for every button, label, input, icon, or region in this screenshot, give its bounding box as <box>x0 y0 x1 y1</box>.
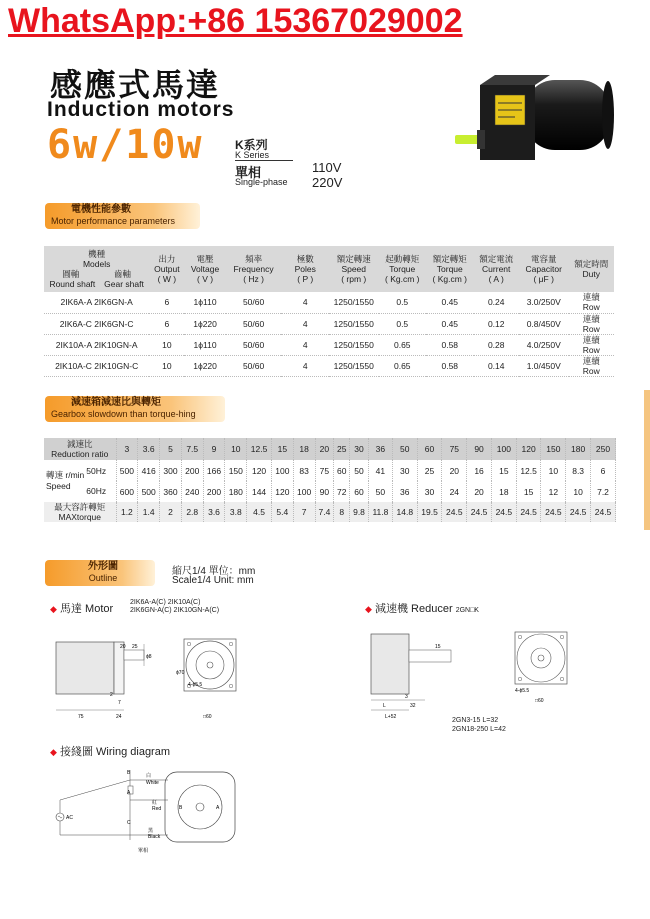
speed-60hz-cell: 500 <box>138 481 160 502</box>
speed-60hz-cell: 10 <box>566 481 591 502</box>
maxtorque-cell: 24.5 <box>591 502 616 522</box>
speed-60hz-cell: 30 <box>417 481 442 502</box>
cell-capacitor: 4.0/250V <box>519 334 569 355</box>
maxtorque-cell: 14.8 <box>392 502 417 522</box>
speed-60hz-cell: 36 <box>392 481 417 502</box>
ratio-cell: 18 <box>293 438 315 460</box>
cell-models: 2IK6A-A 2IK6GN-A <box>44 292 149 313</box>
dim-24: 24 <box>116 714 122 720</box>
motor-terminal-b: B <box>179 805 183 811</box>
section-title-en: Gearbox slowdown than torque-hing <box>51 409 196 419</box>
motor-drawing-label <box>50 600 113 616</box>
reducer-outline-drawing <box>365 620 585 720</box>
speed-50hz-cell: 50 <box>350 460 369 481</box>
ratio-cell: 5 <box>160 438 182 460</box>
speed-50hz-cell: 75 <box>315 460 334 481</box>
speed-60hz-cell: 144 <box>247 481 272 502</box>
maxtorque-cell: 4.5 <box>247 502 272 522</box>
maxtorque-cell: 7.4 <box>315 502 334 522</box>
ratio-cell: 250 <box>591 438 616 460</box>
speed-50hz-cell: 15 <box>491 460 516 481</box>
ratio-cell: 90 <box>467 438 492 460</box>
speed-50hz-cell: 150 <box>225 460 247 481</box>
speed-60hz-cell: 24 <box>442 481 467 502</box>
header-duty: 額定時間 Duty <box>574 259 609 279</box>
speed-60hz-cell: 120 <box>271 481 293 502</box>
ratio-cell: 180 <box>566 438 591 460</box>
speed-50hz-cell: 8.3 <box>566 460 591 481</box>
label-50hz: 50Hz <box>86 466 107 476</box>
section-header-outline <box>45 560 155 586</box>
label-60hz: 60Hz <box>86 486 107 496</box>
cell-models: 2IK10A-C 2IK10GN-C <box>44 355 149 376</box>
dim-15: 15 <box>435 644 441 650</box>
scale-note-cn: 縮尺1/4 單位：mm <box>172 566 256 577</box>
header-current: 額定電流 Current ( A ) <box>479 254 514 284</box>
maxtorque-cell: 19.5 <box>417 502 442 522</box>
header-gear-cn: 齒軸 <box>113 269 131 279</box>
dim-2: 2 <box>110 692 113 698</box>
ratio-cell: 75 <box>442 438 467 460</box>
reducer-length-1: 2GN3-15 L=32 <box>452 717 499 724</box>
header-rated-torque: 額定轉矩 Torque ( Kg.cm ) <box>432 254 467 284</box>
section-title-cn: 電機性能參數 <box>71 204 131 215</box>
dim-phi8: ϕ8 <box>146 654 152 660</box>
speed-60hz-cell: 7.2 <box>591 481 616 502</box>
section-header-performance <box>45 203 200 229</box>
table-row <box>44 313 614 334</box>
wire-single-phase: 單相 <box>138 848 149 854</box>
maxtorque-cell: 24.5 <box>566 502 591 522</box>
speed-50hz-cell: 10 <box>541 460 566 481</box>
speed-50hz-cell: 416 <box>138 460 160 481</box>
section-title-en: Motor performance parameters <box>51 216 176 226</box>
maxtorque-label: 最大容許轉矩 MAXtorque <box>44 502 116 522</box>
maxtorque-cell: 5.4 <box>271 502 293 522</box>
wire-a: A <box>127 790 131 796</box>
ratio-label: 減速比 Reduction ratio <box>44 438 116 460</box>
wire-b: B <box>127 770 131 776</box>
motor-outline-drawing <box>48 620 248 725</box>
wire-ac: AC <box>66 815 73 821</box>
ratio-cell: 60 <box>417 438 442 460</box>
cell-models: 2IK6A-C 2IK6GN-C <box>44 313 149 334</box>
cell-start-torque: 0.65 <box>379 355 427 376</box>
header-poles: 極數 Poles ( P ) <box>294 254 316 284</box>
cell-voltage: 1ϕ110 <box>184 292 225 313</box>
series-cn: K系列 <box>235 138 268 152</box>
maxtorque-cell: 2.8 <box>181 502 203 522</box>
cell-rated-torque: 0.58 <box>426 334 474 355</box>
cell-frequency: 50/60 <box>226 355 282 376</box>
cell-current: 0.28 <box>474 334 519 355</box>
maxtorque-cell: 24.5 <box>467 502 492 522</box>
voltage-110: 110V <box>312 160 342 175</box>
speed-50hz-cell: 83 <box>293 460 315 481</box>
speed-50hz-cell: 30 <box>392 460 417 481</box>
cell-speed: 1250/1550 <box>329 292 379 313</box>
table-row <box>44 334 614 355</box>
cell-start-torque: 0.5 <box>379 292 427 313</box>
speed-50hz-cell: 120 <box>247 460 272 481</box>
reducer-length-2: 2GN18-250 L=42 <box>452 726 506 733</box>
dim-phi70: ϕ70 <box>176 670 185 676</box>
ratio-cell: 30 <box>350 438 369 460</box>
ratio-cell: 9 <box>203 438 225 460</box>
maxtorque-cell: 24.5 <box>541 502 566 522</box>
header-models-en: Models <box>82 259 111 269</box>
dim-75: 75 <box>78 714 84 720</box>
header-output: 出力 Output ( W ) <box>154 254 180 284</box>
speed-50hz-cell: 60 <box>334 460 350 481</box>
speed-label-en: Speed <box>46 481 71 491</box>
ratio-cell: 150 <box>541 438 566 460</box>
speed-50hz-cell: 6 <box>591 460 616 481</box>
speed-60hz-cell: 72 <box>334 481 350 502</box>
cell-rated-torque: 0.45 <box>426 313 474 334</box>
ratio-cell: 25 <box>334 438 350 460</box>
maxtorque-cell: 1.4 <box>138 502 160 522</box>
header-start-torque: 起動轉矩 Torque ( Kg.cm ) <box>385 254 420 284</box>
reducer-model: 2GN□K <box>455 607 479 614</box>
diamond-icon: ◆ <box>50 747 57 757</box>
cell-poles: 4 <box>281 355 329 376</box>
cell-models: 2IK10A-A 2IK10GN-A <box>44 334 149 355</box>
diamond-icon: ◆ <box>365 604 372 614</box>
motor-performance-table <box>44 246 614 377</box>
ratio-cell: 36 <box>368 438 392 460</box>
wiring-diagram <box>48 760 248 860</box>
dim-7: 7 <box>118 700 121 706</box>
cell-current: 0.14 <box>474 355 519 376</box>
header-frequency: 頻率 Frequency ( Hz ) <box>233 254 274 284</box>
cell-poles: 4 <box>281 292 329 313</box>
speed-50hz-cell: 12.5 <box>516 460 541 481</box>
header-voltage: 電壓 Voltage ( V ) <box>190 254 220 284</box>
cell-speed: 1250/1550 <box>329 355 379 376</box>
ratio-cell: 12.5 <box>247 438 272 460</box>
speed-60hz-cell: 15 <box>516 481 541 502</box>
speed-60hz-cell: 20 <box>467 481 492 502</box>
cell-capacitor: 1.0/450V <box>519 355 569 376</box>
wiring-label-text: 接綫圖 Wiring diagram <box>59 746 171 758</box>
cell-rated-torque: 0.58 <box>426 355 474 376</box>
speed-60hz-cell: 240 <box>181 481 203 502</box>
phase-cn: 單相 <box>235 165 262 180</box>
cell-voltage: 1ϕ220 <box>184 313 225 334</box>
cell-duty: 連續 Row <box>569 313 615 334</box>
voltage-220: 220V <box>312 175 343 190</box>
wire-red-cn: 紅 <box>152 800 158 806</box>
ratio-cell: 120 <box>516 438 541 460</box>
maxtorque-cell: 1.2 <box>116 502 138 522</box>
cell-rated-torque: 0.45 <box>426 292 474 313</box>
wire-black-cn: 黑 <box>148 828 154 834</box>
ratio-cell: 50 <box>392 438 417 460</box>
dim-60: □60 <box>203 714 212 720</box>
cell-duty: 連續 Row <box>569 292 615 313</box>
ratio-cell: 20 <box>315 438 334 460</box>
cell-voltage: 1ϕ110 <box>184 334 225 355</box>
wiring-drawing-label <box>50 743 170 759</box>
cell-capacitor: 3.0/250V <box>519 292 569 313</box>
cell-output: 6 <box>149 292 184 313</box>
maxtorque-cell: 24.5 <box>491 502 516 522</box>
maxtorque-cell: 7 <box>293 502 315 522</box>
cell-voltage: 1ϕ220 <box>184 355 225 376</box>
speed-50hz-cell: 20 <box>442 460 467 481</box>
cell-capacitor: 0.8/450V <box>519 313 569 334</box>
section-title-en: Outline <box>88 573 118 583</box>
maxtorque-cell: 24.5 <box>442 502 467 522</box>
header-capacitor: 電容量 Capacitor ( μF ) <box>525 254 562 284</box>
cell-duty: 連續 Row <box>569 355 615 376</box>
maxtorque-cell: 9.8 <box>350 502 369 522</box>
table-row <box>44 292 614 313</box>
wire-red: Red <box>152 806 162 812</box>
motor-label-text: 馬達 Motor <box>59 603 114 615</box>
header-models <box>44 246 149 292</box>
speed-60hz-cell: 90 <box>315 481 334 502</box>
dim-holes: 4-ϕ5.5 <box>188 682 203 688</box>
cell-output: 6 <box>149 313 184 334</box>
cell-poles: 4 <box>281 334 329 355</box>
wire-white: White <box>146 780 159 786</box>
phase-en: Single-phase <box>235 177 288 187</box>
motor-terminal-a: A <box>216 805 220 811</box>
cell-speed: 1250/1550 <box>329 334 379 355</box>
speed-60hz-cell: 360 <box>160 481 182 502</box>
ratio-cell: 10 <box>225 438 247 460</box>
cell-frequency: 50/60 <box>226 334 282 355</box>
section-title-cn: 減速箱減速比與轉矩 <box>71 397 161 408</box>
ratio-cell: 100 <box>491 438 516 460</box>
maxtorque-cell: 3.6 <box>203 502 225 522</box>
cell-poles: 4 <box>281 313 329 334</box>
header-models-cn: 機種 <box>88 249 106 259</box>
reduction-ratio-table <box>44 438 616 522</box>
header-gear-en: Gear shaft <box>104 279 144 289</box>
speed-60hz-cell: 60 <box>350 481 369 502</box>
dim-25: 25 <box>132 644 138 650</box>
whatsapp-watermark: WhatsApp:+86 15367029002 <box>8 2 463 40</box>
speed-unit: r/min <box>65 470 85 480</box>
motor-product-image <box>455 70 615 180</box>
ratio-cell: 15 <box>271 438 293 460</box>
cell-current: 0.24 <box>474 292 519 313</box>
motor-models-1: 2IK6A-A(C) 2IK10A(C) <box>130 599 201 606</box>
side-edge-decoration <box>640 390 650 530</box>
series-en: K Series <box>235 150 293 161</box>
scale-note-en: Scale1/4 Unit: mm <box>172 575 254 586</box>
ratio-cell: 7.5 <box>181 438 203 460</box>
cell-frequency: 50/60 <box>226 313 282 334</box>
dim-3: 3 <box>405 694 408 700</box>
speed-50hz-cell: 41 <box>368 460 392 481</box>
cell-duty: 連續 Row <box>569 334 615 355</box>
speed-50hz-cell: 166 <box>203 460 225 481</box>
speed-60hz-cell: 600 <box>116 481 138 502</box>
reducer-label-text: 減速機 Reducer <box>374 603 453 615</box>
title-chinese: 感應式馬達 <box>50 66 221 104</box>
cell-start-torque: 0.65 <box>379 334 427 355</box>
dim-20: 20 <box>120 644 126 650</box>
reducer-drawing-label <box>365 600 479 616</box>
motor-models-2: 2IK6GN-A(C) 2IK10GN-A(C) <box>130 607 220 614</box>
wire-white-cn: 白 <box>146 773 152 779</box>
cell-output: 10 <box>149 355 184 376</box>
ratio-cell: 3 <box>116 438 138 460</box>
speed-50hz-cell: 100 <box>271 460 293 481</box>
ratio-cell: 3.6 <box>138 438 160 460</box>
speed-label-cn: 轉速 <box>46 470 64 480</box>
header-round-en: Round shaft <box>49 279 96 289</box>
speed-60hz-cell: 180 <box>225 481 247 502</box>
dim-holes-reducer: 4-ϕ5.5 <box>515 688 530 694</box>
dim-32: 32 <box>410 703 416 709</box>
dim-60-reducer: □60 <box>535 698 544 704</box>
speed-50hz-cell: 16 <box>467 460 492 481</box>
speed-60hz-cell: 12 <box>541 481 566 502</box>
dim-l52: L+52 <box>385 714 397 720</box>
wire-black: Black <box>148 834 161 840</box>
speed-60hz-cell: 18 <box>491 481 516 502</box>
speed-50hz-cell: 500 <box>116 460 138 481</box>
cell-speed: 1250/1550 <box>329 313 379 334</box>
cell-output: 10 <box>149 334 184 355</box>
speed-50hz-cell: 25 <box>417 460 442 481</box>
section-header-gearbox <box>45 396 225 422</box>
maxtorque-cell: 8 <box>334 502 350 522</box>
speed-60hz-cell: 200 <box>203 481 225 502</box>
cell-start-torque: 0.5 <box>379 313 427 334</box>
speed-60hz-cell: 50 <box>368 481 392 502</box>
speed-50hz-cell: 300 <box>160 460 182 481</box>
diamond-icon: ◆ <box>50 604 57 614</box>
speed-50hz-cell: 200 <box>181 460 203 481</box>
cell-current: 0.12 <box>474 313 519 334</box>
maxtorque-cell: 3.8 <box>225 502 247 522</box>
dim-l: L <box>383 703 386 709</box>
wire-c: C <box>127 820 131 826</box>
table-row <box>44 355 614 376</box>
maxtorque-cell: 24.5 <box>516 502 541 522</box>
title-english: Induction motors <box>47 98 235 121</box>
header-speed: 額定轉速 Speed ( rpm ) <box>336 254 371 284</box>
speed-label <box>44 460 116 502</box>
section-title-cn: 外形圖 <box>88 561 118 572</box>
cell-frequency: 50/60 <box>226 292 282 313</box>
maxtorque-cell: 2 <box>160 502 182 522</box>
speed-60hz-cell: 100 <box>293 481 315 502</box>
power-rating: 6w/10w <box>47 122 204 168</box>
maxtorque-cell: 11.8 <box>368 502 392 522</box>
header-round-cn: 圓軸 <box>62 269 80 279</box>
